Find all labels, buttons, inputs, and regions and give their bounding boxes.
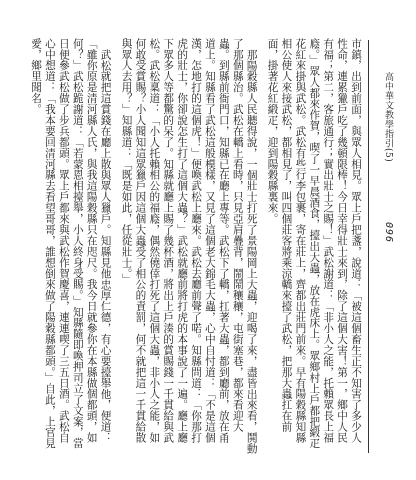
- margin-divider: [368, 40, 369, 453]
- paragraph-constable-appointment: 武松就把這賞錢在廳上散與眾人獵戶。知縣見他忠厚仁德，有心要擡舉他，便道：「雖你原是清河縣人氏，與我這陽穀縣只在咫尺。我今日就參你在本縣做個都頭，如何？」武松跪謝道：「若蒙恩相擡舉，小人終身受賜。」知縣隨即喚押司立了文案，當日便參武松做了步兵都頭。眾上戶都來與武松作賀慶喜，連連喫了三五日酒。武松自心中想道：「我本要回清河縣去看望哥哥，誰想倒來做了陽穀縣都頭。」自此，上官見愛，鄉里聞名。: [30, 38, 112, 449]
- paragraph-tiger-parade: 市鎮，出到前面，與眾人相見。眾上戶把盞，說道：「被這個畜生正不知害了多少人性命，連累獵戶吃了幾頓限棒！今日幸得壯士來到，除了這個大害！第一，鄉中人民有福；第二，客旅通行；實出壯士之賜！」武松謝道：「非小人之能，托賴眾長上福廕。」眾人都來作賀，喫了一早晨酒食，擡出大蟲，放在虎床上。眾鄉村上戶都把緞疋花紅來掛與武松。武松有些行李包裹，寄在莊上，齊都出莊門前來。早有陽穀縣知縣相公使人來接武松，都相見了，叫四個莊客將乘涼轎來擡了武松，把那大蟲扛在前面，掛著花紅緞疋，迎到陽穀縣裏來。: [266, 38, 362, 449]
- paragraph-county-hall: 那陽穀縣人民聽得說，一個壯士打死了景陽岡上大蟲，迎喝了來，盡皆出來看，鬨動了那個縣治。武松在轎上看時，只見亞肩疊背，鬧鬧穰穰，屯街塞巷，都來看迎大蟲。到縣前衙門口，知縣已在廳上專等。武松下了轎，扛著大蟲，都到廳前，放在甬道上。知縣看了武松這般模樣，又見了這個老大錦毛大蟲，心中自忖道：「不是這個漢，怎地打的這個虎！」便喚武松上廳來。武松去廳前聲了喏。知縣問道：「你那打虎的壯士，你卻說怎生打了這個大蟲？」武松就廳前將打虎的本事說了一遍。廳上廳下眾多人等都驚的呆了。知縣就廳上賜了幾杯酒，將出上戶湊的賞賜錢一千貫給與武松。武松稟道：「小人托賴相公的福廕，偶然僥倖打死了這個大蟲，非小人之能，如何敢受賞賜？小人聞知這眾獵戶因這個大蟲受了相公的責罰，何不就把這一千貫給散與眾人去用？」知縣道：「既是如此，任從壯士。」: [120, 38, 258, 454]
- running-header-title: 高中華文教學指引(5): [383, 72, 393, 163]
- page-number: 096: [383, 222, 394, 244]
- vertical-text-body: [16, 38, 362, 454]
